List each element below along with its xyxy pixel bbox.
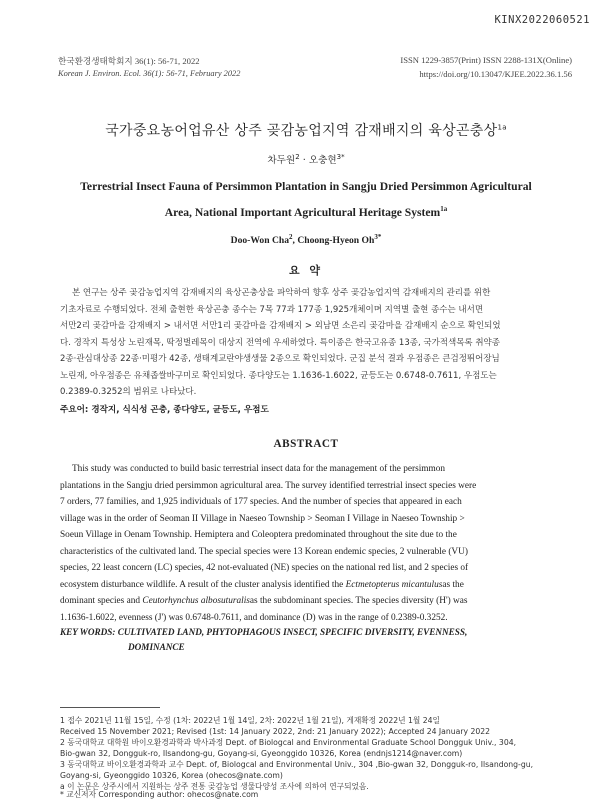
document-id: KINX2022060521 (494, 14, 590, 26)
footnote-line: Goyang-si, Gyeonggido 10326, Korea (ohecos@nate.com) (60, 771, 283, 780)
korean-abstract-heading: 요 약 (288, 264, 324, 277)
title-korean-sup: 1a (497, 123, 507, 132)
title-english-line1: Terrestrial Insect Fauna of Persimmon Plantation in Sangju Dried Persimmon Agricultural (80, 180, 532, 193)
korean-abstract-line: 다. 경작지 특성상 노린재목, 딱정벌레목이 대상지 전역에 우세하였다. 특이종은 한국고유종 13종, 국가적색목록 취약종 (60, 337, 500, 348)
author-en-1: Doo-Won Cha (230, 235, 290, 247)
abstract-line (60, 494, 552, 511)
abstract-text: This study was conducted to build basic terrestrial insect data for the management of the persimmon (72, 464, 446, 474)
author-en-separator: , (292, 235, 298, 247)
footnote-divider (60, 707, 160, 708)
author-en-1-affil: 2 (289, 233, 293, 241)
footnote-line: * 교신저자 Corresponding author: ohecos@nate.com (60, 790, 259, 799)
author-ko-2-affil: 3* (336, 152, 345, 161)
abstract-text: village was in the order of Seoman II Village in Naeseo Township > Seoman I Village in Naeseo Township > (60, 513, 465, 524)
abstract-text: ecosystem disturbance wildlife. A result of the cluster analysis identified the (60, 579, 346, 590)
korean-abstract-line: 기초자료로 수행되었다. 전체 출현한 육상곤충 종수는 7목 77과 177종 1,925개체이며 지역별 출현 종수는 내서면 (60, 304, 484, 315)
author-ko-separator: · (299, 155, 309, 166)
abstract-line (60, 461, 564, 478)
korean-abstract-line: 본 연구는 상주 곶감농업지역 감재배지의 육상곤충상을 파악하여 향후 상주 곶감농업지역 감재배지의 관리를 위한 (72, 288, 491, 298)
author-en-2: Choong-Hyeon Oh (297, 235, 375, 247)
footnote-line: Bio-gwan 32, Dongguk-ro, Ilsandong-gu, Goyang-si, Gyeonggido 10326, Korea (endnjs1214@naver.com) (60, 749, 463, 758)
journal-citation-en: Korean J. Environ. Ecol. 36(1): 56-71, February 2022 (58, 69, 241, 78)
abstract-text: as the (442, 579, 464, 590)
abstract-line (60, 577, 552, 594)
title-english-line2 (60, 198, 552, 224)
authors-english (0, 233, 612, 246)
korean-abstract-line: 서만2리 곶감마을 감재배지 > 내서면 서만1리 곶감마을 감재배지 > 외남면 소은리 곶감마을 감재배지 순으로 확인되었 (60, 321, 501, 331)
keywords-english-line1: KEY WORDS: CULTIVATED LAND, PHYTOPHAGOUS INSECT, SPECIFIC DIVERSITY, EVENNESS, (60, 627, 468, 637)
abstract-line (60, 511, 552, 528)
journal-issn: ISSN 1229-3857(Print) ISSN 2288-131X(Online) (400, 55, 572, 65)
journal-doi-link[interactable]: https://doi.org/10.13047/KJEE.2022.36.1.56 (419, 69, 572, 79)
abstract-line (60, 560, 552, 577)
footnote-line: a 이 논문은 상주시에서 지원하는 상주 전통 곶감농업 생물다양성 조사에 의하여 연구되었음. (60, 782, 369, 791)
title-english-line2-text: Area, National Important Agricultural Heritage System (164, 205, 441, 219)
abstract-heading: ABSTRACT (273, 438, 339, 450)
abstract-line (60, 544, 552, 561)
journal-citation-ko: 한국환경생태학회지 36(1): 56-71, 2022 (58, 56, 200, 66)
author-ko-2: 오충현 (308, 155, 337, 166)
abstract-text: dominant species and (60, 596, 143, 606)
korean-abstract-line: 0.2389-0.3252의 범위로 나타났다. (60, 387, 197, 397)
korean-abstract-line: 2종·관심대상종 22종·미평가 42종, 생태계교란야생생물 2종으로 확인되었다. 군집 분석 결과 우점종은 큰검정뛰어장님 (60, 354, 500, 364)
footnote-line: 1 접수 2021년 11월 15일, 수정 (1차: 2022년 1월 14일, 2차: 2022년 1월 21일), 게재확정 2022년 1월 24일 (60, 716, 440, 725)
footnote-line: 2 동국대학교 대학원 바이오환경과학과 박사과정 Dept. of Biologcal and Environmental Graduate School Dongguk Univ., 304, (60, 738, 517, 747)
abstract-line (60, 610, 552, 627)
abstract-line (60, 593, 552, 610)
footnote-line: Received 15 November 2021; Revised (1st: 14 January 2022, 2nd: 21 January 2022); Accepted 24 January 2022 (60, 727, 491, 736)
footnote-line: 3 동국대학교 바이오환경과학과 교수 Dept. of, Biologcal and Environmental Univ., 304 ,Bio-gwan 32, Dongguk-ro, Ilsandong-gu, (60, 760, 534, 769)
title-korean-text: 국가중요농어업유산 상주 곶감농업지역 감재배지의 육상곤충상 (105, 123, 498, 139)
authors-korean (0, 152, 612, 166)
author-ko-1-affil: 2 (295, 152, 300, 161)
abstract-line (60, 527, 552, 544)
author-ko-1: 차두원 (267, 155, 296, 166)
korean-abstract-line: 노린재, 아우점종은 유채좁쌀바구미로 확인되었다. 종다양도는 1.1636-1.6022, 균등도는 0.6748-0.7611, 우점도는 (60, 370, 497, 381)
title-korean (0, 120, 612, 140)
abstract-text: plantations in the Sangju dried persimmon agricultural area. The survey identified terrestrial insect species were (60, 480, 477, 491)
species-name-dominant: Ectmetopterus micantulus (345, 579, 443, 590)
abstract-text: Soeun Village in Oenam Township. Hemiptera and Coleoptera predominated throughout the site due to the (60, 530, 457, 540)
keywords-korean: 주요어: 경작지, 식식성 곤충, 종다양도, 균등도, 우점도 (60, 405, 269, 415)
abstract-text: characteristics of the cultivated land. The special species were 13 Korean endemic species, 2 vulnerable (VU) (60, 546, 468, 557)
abstract-text: 7 orders, 77 families, and 1,925 individuals of 177 species. And the number of species that appeared in each (60, 497, 462, 507)
species-name-subdominant: Ceutorhynchus albosuturalis (142, 596, 250, 606)
abstract-line (60, 478, 552, 495)
keywords-english-line2: DOMINANCE (128, 642, 185, 652)
author-en-2-affil: 3* (374, 233, 382, 241)
abstract-text: species, 22 least concern (LC) species, 42 not-evaluated (NE) species on the national red list, and 2 species of (60, 563, 469, 573)
abstract-text: 1.1636-1.6022, evenness (J') was 0.6748-0.7611, and dominance (D) was in the range of 0.2389-0.3252. (60, 612, 448, 623)
abstract-text: as the subdominant species. The species diversity (H') was (249, 596, 468, 606)
title-english-sup: 1a (440, 205, 448, 213)
